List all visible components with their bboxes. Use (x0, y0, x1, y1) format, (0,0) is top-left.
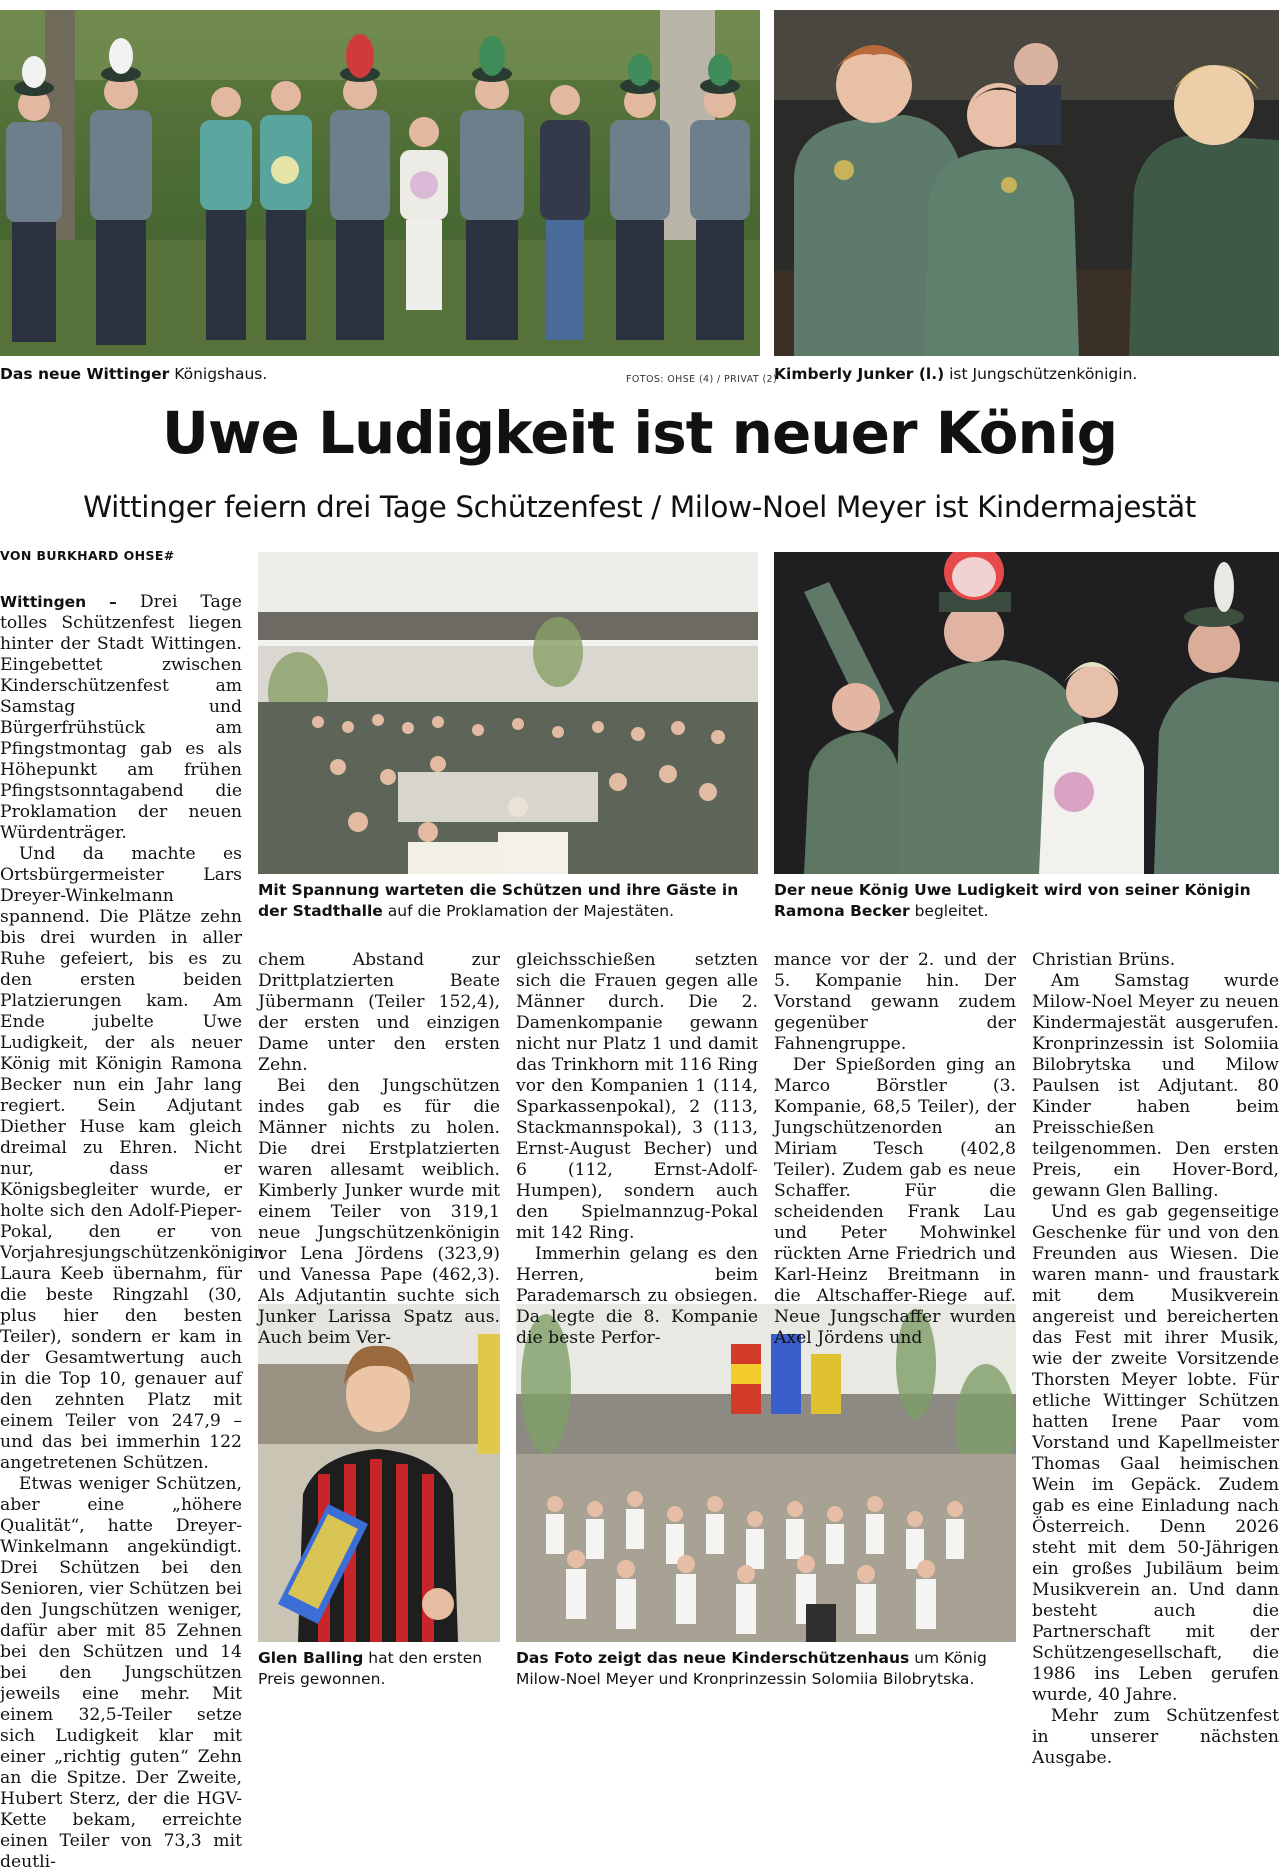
caption-text: um König Milow-Noel Meyer und Kronprinzessin Solomiia Bilobrytska. (516, 1649, 987, 1688)
paragraph: gleichsschießen setzten sich die Frauen gegen alle Männer durch. Die 2. Damenkompanie gewann nicht nur Platz 1 und damit das Trinkhorn mit 116 Ring vor den Kompanien 1 (114, Sparkassenpokal), 2 (113, Stackmannspokal), 3 (113, Ernst-August Becher) und 6 (112, Ernst-Adolf-Humpen), sondern auch den Spielmannzug-Pokal mit 142 Ring. (516, 950, 758, 1243)
paragraph: Christian Brüns. (1032, 950, 1176, 970)
caption-koenigshaus (0, 364, 600, 385)
photo-jungschuetzen (774, 10, 1279, 356)
caption-text: auf die Proklamation der Majestäten. (382, 902, 675, 920)
photo-koenigshaus (0, 10, 760, 356)
paragraph: chem Abstand zur Drittplatzierten Beate Jübermann (Teiler 152,4), der ersten und einzigen Dame unter den ersten Zehn. (258, 950, 500, 1075)
paragraph: Und es gab gegenseitige Geschenke für und von den Freunden aus Wiesen. Die waren mann- und fraustark mit dem Musikverein angereist und bereicherten das Fest mit ihrer Musik, wie der zweite Vorsitzende Thorsten Meyer lobte. Für etliche Wittinger Schützen hatten Irene Paar vom Vorstand und Kapellmeister Thomas Gaal heimischen Wein im Gepäck. Zudem gab es eine Einladung nach Österreich. Denn 2026 steht mit dem 50-Jährigen ein großes Jubiläum beim Musikverein an. Und dann besteht auch die Partnerschaft mit der Schützengesellschaft, die 1986 ins Leben gerufen wurde, 40 Jahre. (1032, 1202, 1279, 1705)
article-column-1 (0, 592, 265, 1873)
paragraph (0, 592, 242, 844)
byline: VON BURKHARD OHSE# (0, 548, 175, 563)
dateline: Wittingen – (0, 593, 117, 611)
caption-bold: Kimberly Junker (l.) (774, 365, 945, 383)
caption-bold: Glen Balling (258, 1649, 364, 1667)
paragraph: Mehr zum Schützenfest in unserer nächsten Ausgabe. (1032, 1706, 1279, 1768)
article-headline: Uwe Ludigkeit ist neuer König (161, 399, 1118, 467)
caption-kinder (516, 1648, 1016, 1690)
article-subhead: Wittinger feiern drei Tage Schützenfest / Milow-Noel Meyer ist Kindermajestät (83, 490, 1196, 524)
caption-koenig (774, 880, 1279, 922)
caption-jungschuetzen (774, 364, 1279, 385)
caption-text: ist Jungschützenkönigin. (944, 365, 1138, 383)
caption-text: hat den ersten Preis gewonnen. (258, 1649, 483, 1688)
paragraph: Am Samstag wurde Milow-Noel Meyer zu neuen Kindermajestät ausgerufen. Kronprinzessin ist Solomiia Bilobrytska und Milow Paulsen ist Adjutant. 80 Kinder haben beim Preisschießen teilgenommen. Den ersten Preis, ein Hover-Bord, gewann Glen Balling. (1032, 971, 1279, 1201)
caption-stadthalle (258, 880, 758, 922)
paragraph: Immerhin gelang es den Herren, beim Parademarsch zu obsiegen. Da legte die 8. Kompanie die beste Perfor- (516, 1244, 758, 1348)
caption-bold: Das Foto zeigt das neue Kinderschützenhaus (516, 1649, 910, 1667)
article-column-5 (1032, 950, 1279, 1769)
paragraph-text: Drei Tage tolles Schützenfest liegen hinter der Stadt Wittingen. Eingebettet zwischen Kinderschützenfest am Samstag und Bürgerfrühstück am Pfingstmontag gab es als Höhepunkt am frühen Pfingstsonntagabend die Proklamation der neuen Würdenträger. (0, 592, 242, 843)
caption-glen (258, 1648, 500, 1690)
photo-kinder (516, 1304, 1016, 1642)
caption-bold: Der neue König Uwe Ludigkeit wird von seiner Königin Ramona Becker (774, 881, 1251, 920)
paragraph: Bei den Jungschützen indes gab es für die Männer nichts zu holen. Die drei Erstplatzierten waren allesamt weiblich. Kimberly Junker wurde mit einem Teiler von 319,1 neue Jungschützenkönigin vor Lena Jördens (323,9) und Vanessa Pape (462,3). Als Adjutantin suchte sich Junker Larissa Spatz aus. Auch beim Ver- (258, 1076, 500, 1348)
article-column-3 (516, 950, 758, 1349)
article-column-4 (774, 950, 1016, 1349)
caption-text: begleitet. (909, 902, 989, 920)
paragraph: Und da machte es Ortsbürgermeister Lars Dreyer-Winkelmann spannend. Die Plätze zehn bis drei wurden in aller Ruhe gefeiert, bis es zu den ersten beiden Platzierungen kam. Am Ende jubelte Uwe Ludigkeit, der als neuer König mit Königin Ramona Becker nun ein Jahr lang regiert. Sein Adjutant Diether Huse kam gleich dreimal zu Ehren. Nicht nur, dass er Königsbegleiter wurde, er holte sich den Adolf-Pieper-Pokal, den er von Vorjahresjungschützenkönigin Laura Keeb übernahm, für die beste Ringzahl (30, plus hier den besten Teiler), sondern er kam in der Gesamtwertung auch in die Top 10, genauer auf den zehnten Platz mit einem Teiler von 247,9 – und das bei immerhin 122 angetretenen Schützen. (0, 844, 265, 1473)
photo-credit: FOTOS: OHSE (4) / PRIVAT (2) (626, 374, 778, 385)
article-column-2 (258, 950, 500, 1349)
caption-text: Königshaus. (169, 365, 268, 383)
paragraph: Der Spießorden ging an Marco Börstler (3. Kompanie, 68,5 Teiler), der Jungschützenorden an Miriam Tesch (402,8 Teiler). Zudem gab es neue Schaffer. Für die scheidenden Frank Lau und Peter Mohwinkel rückten Arne Friedrich und Karl-Heinz Breitmann in die Altschaffer-Riege auf. Neue Jungschaffer wurden Axel Jördens und (774, 1055, 1016, 1348)
photo-koenig (774, 552, 1279, 874)
paragraph: Etwas weniger Schützen, aber eine „höhere Qualität“, hatte Dreyer-Winkelmann angekündigt. Drei Schützen bei den Senioren, vier Schützen bei den Jungschützen weniger, dafür aber mit 85 Zehnen bei den Schützen und 14 bei den Jungschützen jeweils eine mehr. Mit einem 32,5-Teiler setze sich Ludigkeit klar mit einer „richtig guten“ Zehn an die Spitze. Der Zweite, Hubert Sterz, der die HGV-Kette bekam, erreichte einen Teiler von 73,3 mit deutli- (0, 1474, 242, 1872)
photo-stadthalle (258, 552, 758, 874)
caption-bold: Mit Spannung warteten die Schützen und ihre Gäste in der Stadthalle (258, 881, 739, 920)
photo-glen (258, 1304, 500, 1642)
caption-bold: Das neue Wittinger (0, 365, 170, 383)
paragraph: mance vor der 2. und der 5. Kompanie hin. Der Vorstand gewann zudem gegenüber der Fahnengruppe. (774, 950, 1016, 1054)
